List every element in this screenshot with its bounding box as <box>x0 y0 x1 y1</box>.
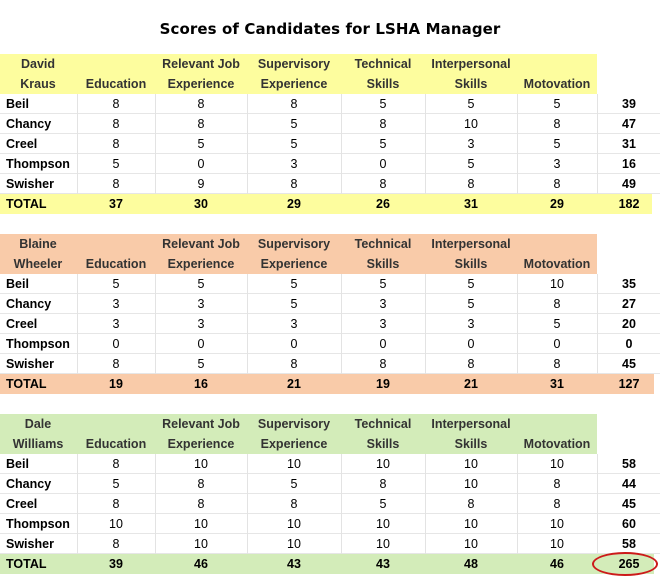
table-row <box>0 114 660 134</box>
header-line: Skills <box>454 257 488 271</box>
score-cell: 5 <box>197 357 205 371</box>
evaluator-name: Creel <box>6 317 38 331</box>
header-relevant-job-experience <box>156 234 246 274</box>
grid-line <box>517 274 518 374</box>
candidate-name <box>0 54 76 94</box>
grid-line <box>425 454 426 554</box>
score-cell: 10 <box>109 517 123 531</box>
score-cell: 10 <box>550 277 564 291</box>
table-row <box>0 494 660 514</box>
score-cell: 10 <box>550 537 564 551</box>
score-cell: 3 <box>553 157 561 171</box>
column-total: 46 <box>194 557 208 571</box>
row-total: 47 <box>622 117 636 131</box>
score-cell: 3 <box>112 317 120 331</box>
score-cell: 5 <box>197 137 205 151</box>
header-line: Technical <box>354 237 412 251</box>
table-row <box>0 154 660 174</box>
header-supervisory-experience <box>248 414 340 454</box>
header-motivation <box>518 54 596 94</box>
score-cell: 5 <box>467 157 475 171</box>
header-line: Skills <box>454 437 488 451</box>
score-cell: 5 <box>467 97 475 111</box>
score-cell: 9 <box>197 177 205 191</box>
column-total: 43 <box>287 557 301 571</box>
table-row <box>0 354 660 374</box>
score-cell: 10 <box>464 117 478 131</box>
score-cell: 10 <box>194 517 208 531</box>
page-title: Scores of Candidates for LSHA Manager <box>159 20 501 38</box>
score-cell: 5 <box>112 157 120 171</box>
column-total: 26 <box>376 197 390 211</box>
score-cell: 8 <box>467 357 475 371</box>
score-cell: 8 <box>112 177 120 191</box>
score-cell: 3 <box>197 317 205 331</box>
header-line: Skills <box>366 77 400 91</box>
header-supervisory-experience <box>248 234 340 274</box>
total-label: TOTAL <box>6 197 47 211</box>
score-cell: 10 <box>464 517 478 531</box>
score-cell: 8 <box>467 497 475 511</box>
grid-line <box>517 94 518 194</box>
score-cell: 5 <box>290 297 298 311</box>
total-row <box>0 374 654 394</box>
header-line: Interpersonal <box>431 57 511 71</box>
header-line: Skills <box>454 77 488 91</box>
header-row <box>0 234 660 274</box>
grid-line <box>597 94 598 194</box>
column-total: 21 <box>464 377 478 391</box>
evaluator-name: Chancy <box>6 117 52 131</box>
header-education <box>78 234 154 274</box>
header-line: Experience <box>260 257 328 271</box>
candidate-section <box>0 54 660 214</box>
header-line: Relevant Job <box>162 57 240 71</box>
column-total: 21 <box>287 377 301 391</box>
header-line: Relevant Job <box>162 237 240 251</box>
row-total: 35 <box>622 277 636 291</box>
header-technical-skills <box>342 234 424 274</box>
score-cell: 0 <box>112 337 120 351</box>
candidate-first-name: Dale <box>24 417 52 431</box>
evaluator-name: Chancy <box>6 297 52 311</box>
row-total: 45 <box>622 357 636 371</box>
candidate-last-name: Kraus <box>20 77 56 91</box>
header-supervisory-experience <box>248 54 340 94</box>
header-line: Experience <box>167 77 235 91</box>
score-cell: 5 <box>290 137 298 151</box>
column-total: 31 <box>550 377 564 391</box>
column-total: 43 <box>376 557 390 571</box>
grid-line <box>341 454 342 554</box>
score-cell: 3 <box>290 317 298 331</box>
header-line: Supervisory <box>257 57 331 71</box>
score-cell: 10 <box>464 477 478 491</box>
row-total: 27 <box>622 297 636 311</box>
score-cell: 8 <box>197 117 205 131</box>
header-line: Experience <box>260 77 328 91</box>
header-line: Supervisory <box>257 237 331 251</box>
score-cell: 10 <box>287 517 301 531</box>
evaluator-name: Chancy <box>6 477 52 491</box>
score-cell: 8 <box>553 497 561 511</box>
header-line: Skills <box>366 257 400 271</box>
row-total: 44 <box>622 477 636 491</box>
column-total: 29 <box>287 197 301 211</box>
score-cell: 8 <box>290 177 298 191</box>
header-education-label: Education <box>85 77 147 91</box>
column-total: 30 <box>194 197 208 211</box>
table-row <box>0 514 660 534</box>
header-technical-skills <box>342 54 424 94</box>
score-cell: 5 <box>197 277 205 291</box>
grand-total: 265 <box>618 557 640 571</box>
score-cell: 10 <box>464 537 478 551</box>
header-motivation <box>518 414 596 454</box>
column-total: 39 <box>109 557 123 571</box>
header-relevant-job-experience <box>156 54 246 94</box>
score-cell: 10 <box>550 517 564 531</box>
score-cell: 5 <box>553 137 561 151</box>
column-total: 29 <box>550 197 564 211</box>
score-cell: 8 <box>290 357 298 371</box>
grand-total: 127 <box>618 377 640 391</box>
score-cell: 0 <box>379 337 387 351</box>
score-cell: 10 <box>194 537 208 551</box>
score-cell: 8 <box>553 117 561 131</box>
score-cell: 10 <box>550 457 564 471</box>
header-interpersonal-skills <box>426 54 516 94</box>
score-cell: 5 <box>379 277 387 291</box>
candidate-name <box>0 414 76 454</box>
header-line: Technical <box>354 57 412 71</box>
total-row <box>0 554 654 574</box>
score-cell: 8 <box>553 297 561 311</box>
header-interpersonal-skills <box>426 414 516 454</box>
column-total: 19 <box>376 377 390 391</box>
score-cell: 0 <box>290 337 298 351</box>
score-cell: 3 <box>197 297 205 311</box>
evaluator-name: Beil <box>6 457 29 471</box>
candidate-name <box>0 234 76 274</box>
grid-line <box>155 274 156 374</box>
grid-line <box>77 274 78 374</box>
score-cell: 5 <box>553 97 561 111</box>
table-row <box>0 534 660 554</box>
score-cell: 0 <box>553 337 561 351</box>
grid-line <box>247 274 248 374</box>
header-relevant-job-experience <box>156 414 246 454</box>
evaluator-name: Thompson <box>6 337 70 351</box>
table-row <box>0 274 660 294</box>
score-cell: 3 <box>467 137 475 151</box>
grid-line <box>247 94 248 194</box>
score-cell: 5 <box>290 477 298 491</box>
header-line: Technical <box>354 417 412 431</box>
candidate-last-name: Williams <box>12 437 64 451</box>
total-row <box>0 194 652 214</box>
header-motivation-label: Motovation <box>523 437 591 451</box>
score-cell: 8 <box>379 177 387 191</box>
row-total: 31 <box>622 137 636 151</box>
candidate-section <box>0 414 660 574</box>
total-label: TOTAL <box>6 557 47 571</box>
score-cell: 5 <box>379 137 387 151</box>
score-cell: 8 <box>112 137 120 151</box>
row-total: 39 <box>622 97 636 111</box>
score-cell: 3 <box>290 157 298 171</box>
grid-line <box>425 274 426 374</box>
score-cell: 8 <box>553 177 561 191</box>
score-cell: 10 <box>194 457 208 471</box>
score-cell: 3 <box>112 297 120 311</box>
score-cell: 3 <box>379 297 387 311</box>
header-education-label: Education <box>85 437 147 451</box>
row-total: 58 <box>622 457 636 471</box>
evaluator-name: Creel <box>6 497 38 511</box>
grid-line <box>517 454 518 554</box>
header-motivation-label: Motovation <box>523 77 591 91</box>
score-cell: 5 <box>290 277 298 291</box>
candidate-last-name: Wheeler <box>13 257 63 271</box>
score-cell: 0 <box>467 337 475 351</box>
row-total: 49 <box>622 177 636 191</box>
score-cell: 10 <box>287 457 301 471</box>
evaluator-name: Swisher <box>6 177 54 191</box>
score-cell: 10 <box>376 457 390 471</box>
score-cell: 5 <box>553 317 561 331</box>
header-row <box>0 54 660 94</box>
evaluator-name: Thompson <box>6 157 70 171</box>
total-label: TOTAL <box>6 377 47 391</box>
grid-line <box>425 94 426 194</box>
evaluator-name: Swisher <box>6 357 54 371</box>
header-line: Experience <box>260 437 328 451</box>
header-technical-skills <box>342 414 424 454</box>
score-cell: 0 <box>197 157 205 171</box>
header-row <box>0 414 660 454</box>
score-cell: 0 <box>197 337 205 351</box>
score-cell: 3 <box>467 317 475 331</box>
grid-line <box>597 454 598 554</box>
header-education-label: Education <box>85 257 147 271</box>
score-cell: 5 <box>112 277 120 291</box>
score-cell: 8 <box>553 357 561 371</box>
grid-line <box>155 94 156 194</box>
score-cell: 5 <box>467 297 475 311</box>
candidate-first-name: David <box>20 57 56 71</box>
table-row <box>0 454 660 474</box>
row-total: 0 <box>625 337 633 351</box>
row-total: 45 <box>622 497 636 511</box>
grid-line <box>341 94 342 194</box>
score-cell: 10 <box>464 457 478 471</box>
header-line: Interpersonal <box>431 417 511 431</box>
score-cell: 8 <box>112 537 120 551</box>
grid-line <box>247 454 248 554</box>
score-cell: 3 <box>379 317 387 331</box>
table-row <box>0 94 660 114</box>
score-cell: 8 <box>112 497 120 511</box>
header-line: Relevant Job <box>162 417 240 431</box>
grand-total: 182 <box>618 197 640 211</box>
header-line: Interpersonal <box>431 237 511 251</box>
table-row <box>0 294 660 314</box>
header-motivation <box>518 234 596 274</box>
score-cell: 8 <box>112 457 120 471</box>
row-total: 16 <box>622 157 636 171</box>
candidate-section <box>0 234 660 394</box>
grid-line <box>597 274 598 374</box>
row-total: 58 <box>622 537 636 551</box>
score-cell: 8 <box>197 497 205 511</box>
score-cell: 8 <box>290 497 298 511</box>
score-cell: 10 <box>376 517 390 531</box>
header-line: Experience <box>167 437 235 451</box>
score-cell: 5 <box>467 277 475 291</box>
row-total: 60 <box>622 517 636 531</box>
table-row <box>0 334 660 354</box>
score-cell: 10 <box>376 537 390 551</box>
header-education <box>78 54 154 94</box>
header-motivation-label: Motovation <box>523 257 591 271</box>
score-cell: 8 <box>112 357 120 371</box>
column-total: 37 <box>109 197 123 211</box>
table-row <box>0 134 660 154</box>
header-education <box>78 414 154 454</box>
score-cell: 8 <box>197 97 205 111</box>
score-cell: 8 <box>112 117 120 131</box>
evaluator-name: Beil <box>6 277 29 291</box>
grid-line <box>77 94 78 194</box>
header-line: Supervisory <box>257 417 331 431</box>
score-cell: 5 <box>112 477 120 491</box>
table-row <box>0 474 660 494</box>
grid-line <box>155 454 156 554</box>
evaluator-name: Creel <box>6 137 38 151</box>
column-total: 31 <box>464 197 478 211</box>
score-cell: 8 <box>379 117 387 131</box>
grid-line <box>77 454 78 554</box>
candidate-first-name: Blaine <box>19 237 57 251</box>
score-cell: 8 <box>112 97 120 111</box>
header-interpersonal-skills <box>426 234 516 274</box>
evaluator-name: Swisher <box>6 537 54 551</box>
table-row <box>0 174 660 194</box>
score-cell: 8 <box>197 477 205 491</box>
score-cell: 5 <box>290 117 298 131</box>
table-row <box>0 314 660 334</box>
highlight-circle <box>592 552 658 576</box>
score-cell: 5 <box>379 497 387 511</box>
score-cell: 8 <box>379 477 387 491</box>
column-total: 16 <box>194 377 208 391</box>
column-total: 19 <box>109 377 123 391</box>
header-line: Experience <box>167 257 235 271</box>
column-total: 48 <box>464 557 478 571</box>
header-line: Skills <box>366 437 400 451</box>
score-cell: 10 <box>287 537 301 551</box>
score-cell: 0 <box>379 157 387 171</box>
row-total: 20 <box>622 317 636 331</box>
evaluator-name: Beil <box>6 97 29 111</box>
score-cell: 5 <box>379 97 387 111</box>
score-cell: 8 <box>553 477 561 491</box>
score-cell: 8 <box>379 357 387 371</box>
score-cell: 8 <box>467 177 475 191</box>
grid-line <box>341 274 342 374</box>
evaluator-name: Thompson <box>6 517 70 531</box>
column-total: 46 <box>550 557 564 571</box>
score-cell: 8 <box>290 97 298 111</box>
